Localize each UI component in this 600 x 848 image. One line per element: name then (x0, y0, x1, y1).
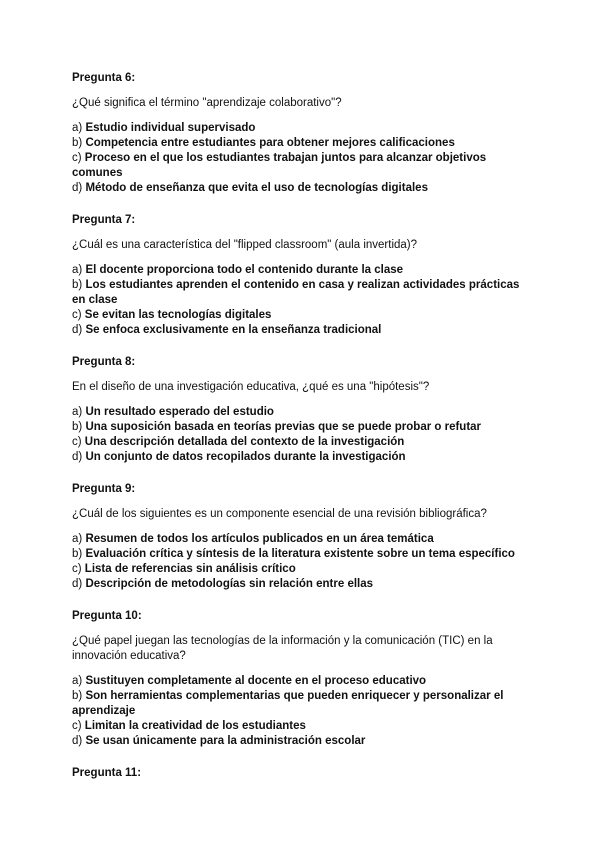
answer-option (72, 323, 530, 338)
questions-container (72, 70, 530, 749)
question-text: ¿Qué papel juegan las tecnologías de la información y la comunicación (TIC) en la innovación educativa? (72, 635, 493, 662)
answer-option (72, 263, 530, 278)
option-text: Proceso en el que los estudiantes trabajan juntos para alcanzar objetivos comunes (72, 152, 487, 179)
option-letter: a) (72, 675, 83, 687)
option-text: Estudio individual supervisado (85, 122, 256, 134)
question-block (72, 608, 530, 749)
option-text: Se usan únicamente para la administración escolar (85, 735, 366, 747)
option-text: Un resultado esperado del estudio (85, 406, 274, 418)
question-title: Pregunta 8: (72, 356, 136, 368)
question-title: Pregunta 10: (72, 610, 142, 622)
answer-option (72, 151, 530, 181)
option-letter: d) (72, 578, 83, 590)
option-letter: c) (72, 563, 82, 575)
option-letter: d) (72, 735, 83, 747)
answer-option (72, 719, 530, 734)
option-letter: b) (72, 690, 83, 702)
option-text: Lista de referencias sin análisis crítico (84, 563, 296, 575)
option-text: El docente proporciona todo el contenido durante la clase (85, 264, 404, 276)
question-block (72, 70, 530, 196)
option-letter: b) (72, 421, 83, 433)
option-letter: a) (72, 264, 83, 276)
question-title: Pregunta 7: (72, 214, 136, 226)
option-letter: c) (72, 152, 82, 164)
option-text: Una descripción detallada del contexto de la investigación (84, 436, 405, 448)
option-text: Los estudiantes aprenden el contenido en casa y realizan actividades prácticas en clase (72, 279, 520, 306)
option-letter: b) (72, 548, 83, 560)
question-text: ¿Cuál es una característica del "flipped classroom" (aula invertida)? (72, 239, 418, 251)
answer-option (72, 420, 530, 435)
answer-option (72, 562, 530, 577)
option-text: Competencia entre estudiantes para obtener mejores calificaciones (85, 137, 455, 149)
answer-option (72, 435, 530, 450)
option-letter: b) (72, 279, 83, 291)
option-text: Se evitan las tecnologías digitales (84, 309, 272, 321)
option-text: Una suposición basada en teorías previas que se puede probar o refutar (85, 421, 482, 433)
answer-option (72, 532, 530, 547)
question-block (72, 212, 530, 338)
option-text: Sustituyen completamente al docente en el proceso educativo (85, 675, 427, 687)
question-list (72, 70, 530, 791)
option-letter: c) (72, 720, 82, 732)
answer-option (72, 136, 530, 151)
option-letter: d) (72, 451, 83, 463)
option-letter: a) (72, 406, 83, 418)
answer-option (72, 181, 530, 196)
answer-option (72, 308, 530, 323)
question-text: ¿Qué significa el término "aprendizaje colaborativo"? (72, 97, 342, 109)
option-letter: d) (72, 182, 83, 194)
option-letter: c) (72, 436, 82, 448)
question-title: Pregunta 11: (72, 767, 142, 779)
question-block (72, 481, 530, 592)
answer-option (72, 278, 530, 308)
answer-option (72, 450, 530, 465)
answer-option (72, 577, 530, 592)
option-text: Son herramientas complementarias que pueden enriquecer y personalizar el aprendizaje (72, 690, 504, 717)
answer-option (72, 674, 530, 689)
question-title: Pregunta 6: (72, 72, 136, 84)
question-block (72, 354, 530, 465)
option-text: Evaluación crítica y síntesis de la literatura existente sobre un tema específico (85, 548, 515, 560)
option-text: Un conjunto de datos recopilados durante la investigación (85, 451, 406, 463)
option-letter: b) (72, 137, 83, 149)
answer-option (72, 734, 530, 749)
option-text: Limitan la creatividad de los estudiantes (84, 720, 306, 732)
question-text: ¿Cuál de los siguientes es un componente esencial de una revisión bibliográfica? (72, 508, 487, 520)
option-text: Descripción de metodologías sin relación entre ellas (85, 578, 374, 590)
option-text: Resumen de todos los artículos publicados en un área temática (85, 533, 434, 545)
option-text: Método de enseñanza que evita el uso de tecnologías digitales (85, 182, 428, 194)
option-letter: a) (72, 122, 83, 134)
option-letter: c) (72, 309, 82, 321)
answer-option (72, 405, 530, 420)
question-title: Pregunta 9: (72, 483, 136, 495)
answer-option (72, 547, 530, 562)
question-text: En el diseño de una investigación educativa, ¿qué es una "hipótesis"? (72, 381, 430, 393)
answer-option (72, 689, 530, 719)
option-letter: a) (72, 533, 83, 545)
answer-option (72, 121, 530, 136)
option-text: Se enfoca exclusivamente en la enseñanza tradicional (85, 324, 382, 336)
option-letter: d) (72, 324, 83, 336)
